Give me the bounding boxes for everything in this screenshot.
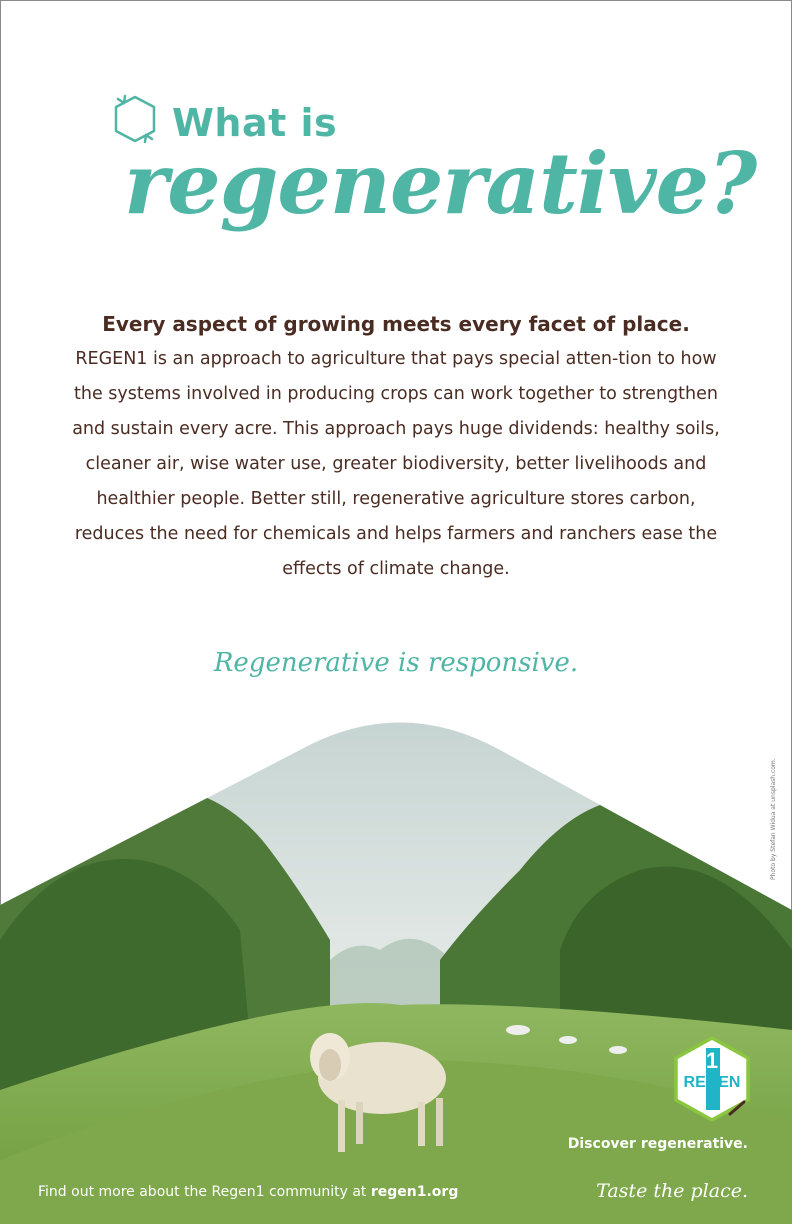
discover-text: Discover regenerative. (567, 1136, 748, 1152)
regen1-logo (670, 1034, 754, 1124)
logo-number: 1 (705, 1048, 719, 1073)
title-line-2: regenerative? (124, 134, 757, 233)
photo-credit: Photo by Stefan Widua at unsplash.com. (770, 758, 777, 880)
footer-prefix: Find out more about the Regen1 community at (38, 1184, 371, 1200)
logo-text: REGEN (683, 1074, 741, 1091)
title-line-1: What is (172, 101, 338, 145)
footer-link[interactable]: regen1.org (370, 1184, 459, 1200)
lead-heading: Every aspect of growing meets every facet of place. (102, 312, 690, 336)
footer-text (38, 1184, 458, 1200)
slogan: Taste the place. (596, 1180, 748, 1202)
tagline: Regenerative is responsive. (213, 648, 579, 678)
body-paragraph: REGEN1 is an approach to agriculture that pays special atten-tion to how the systems involved in producing crops can work together to strengthen and sustain every acre. This approach pays huge dividends: healthy soils, cleaner air, wise water use, greater biodiversity, better livelihoods and healthier people. Better still, regenerative agriculture stores carbon, reduces the need for chemicals and helps farmers and ranchers ease the effects of climate change. (72, 349, 720, 579)
